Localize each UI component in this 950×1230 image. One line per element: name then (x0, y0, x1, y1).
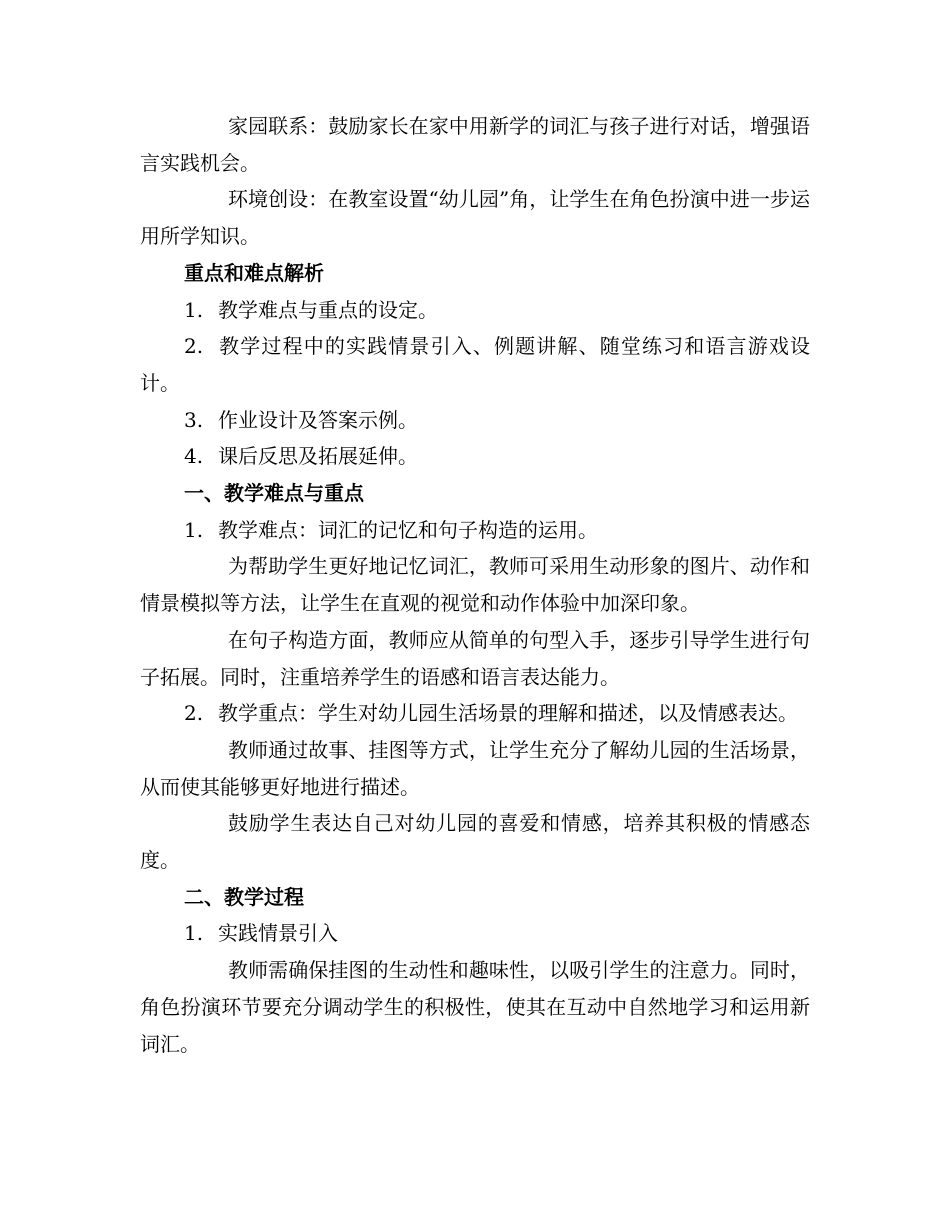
list-number: 4. (184, 444, 204, 469)
list-item (140, 292, 810, 329)
list-item (140, 695, 810, 732)
paragraph-scene-intro: 教师需确保挂图的生动性和趣味性，以吸引学生的注意力。同时，角色扮演环节要充分调动学生的积极性，使其在互动中自然地学习和运用新词汇。 (140, 958, 810, 1056)
list-number: 2. (184, 334, 204, 359)
list-item (140, 512, 810, 549)
list-text: 教学过程中的实践情景引入、例题讲解、随堂练习和语言游戏设计。 (140, 334, 810, 395)
list-number: 3. (184, 407, 204, 432)
paragraph-emotion: 鼓励学生表达自己对幼儿园的喜爱和情感，培养其积极的情感态度。 (140, 811, 810, 873)
document-page (140, 108, 810, 1062)
list-text: 教学难点：词汇的记忆和句子构造的运用。 (218, 517, 598, 542)
list-text: 教学难点与重点的设定。 (218, 297, 438, 322)
heading-section-2: 二、教学过程 (184, 884, 304, 909)
paragraph-environment: 环境创设：在教室设置“幼儿园”角，让学生在角色扮演中进一步运用所学知识。 (140, 187, 810, 249)
heading-section-1: 一、教学难点与重点 (184, 481, 364, 506)
list-number: 1. (184, 517, 204, 542)
list-number: 1. (184, 921, 204, 946)
list-item (140, 328, 810, 401)
list-item (140, 915, 810, 952)
list-text: 作业设计及答案示例。 (218, 407, 418, 432)
list-item (140, 402, 810, 439)
heading-key-points: 重点和难点解析 (184, 260, 324, 285)
list-number: 1. (184, 297, 204, 322)
list-number: 2. (184, 701, 204, 726)
list-text: 实践情景引入 (218, 921, 338, 946)
list-text: 教学重点：学生对幼儿园生活场景的理解和描述，以及情感表达。 (218, 701, 798, 726)
paragraph-vocab-memory: 为帮助学生更好地记忆词汇，教师可采用生动形象的图片、动作和情景模拟等方法，让学生在直观的视觉和动作体验中加深印象。 (140, 554, 810, 616)
paragraph-story-pictures: 教师通过故事、挂图等方式，让学生充分了解幼儿园的生活场景，从而使其能够更好地进行描述。 (140, 737, 810, 799)
paragraph-home-school: 家园联系：鼓励家长在家中用新学的词汇与孩子进行对话，增强语言实践机会。 (140, 114, 810, 175)
list-text: 课后反思及拓展延伸。 (218, 444, 418, 469)
paragraph-sentence-building: 在句子构造方面，教师应从简单的句型入手，逐步引导学生进行句子拓展。同时，注重培养学生的语感和语言表达能力。 (140, 627, 810, 689)
list-item (140, 438, 810, 475)
